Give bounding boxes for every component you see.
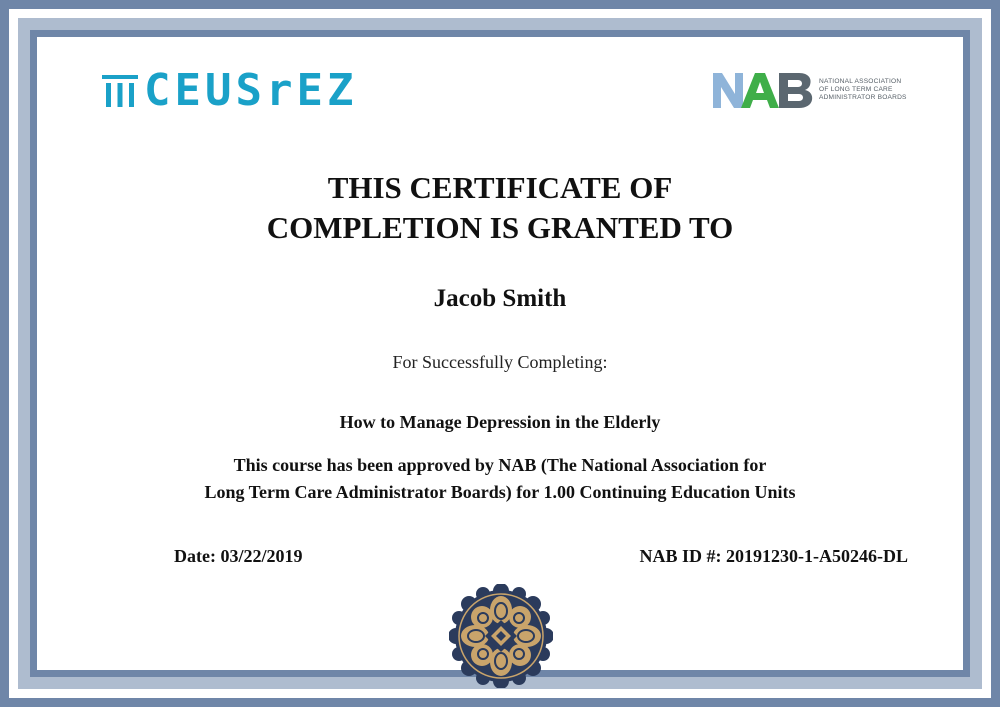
completion-caption: For Successfully Completing: (392, 352, 608, 372)
nab-logo (713, 70, 909, 110)
certificate-title (0, 168, 1000, 248)
nab-org-line: NATIONAL ASSOCIATION (819, 78, 902, 85)
approval-statement (0, 452, 1000, 506)
completion-date: Date: 03/22/2019 (174, 546, 303, 566)
certificate-seal (449, 584, 553, 688)
nab-org-line: ADMINISTRATOR BOARDS (819, 94, 907, 101)
approval-line: This course has been approved by NAB (The National Association for (233, 455, 767, 475)
title-line: COMPLETION IS GRANTED TO (266, 210, 734, 245)
course-title: How to Manage Depression in the Elderly (339, 412, 661, 432)
ceusrez-logo (100, 65, 358, 116)
nab-letters-icon (713, 70, 817, 110)
ceusrez-logo-text: CEUSrEZ (144, 65, 358, 116)
recipient-name: Jacob Smith (433, 285, 567, 312)
pillar-icon (100, 71, 140, 111)
nab-org-name (819, 78, 909, 102)
nab-id: NAB ID #: 20191230-1-A50246-DL (639, 546, 908, 566)
approval-line: Long Term Care Administrator Boards) for 1.00 Continuing Education Units (204, 482, 796, 502)
title-line: THIS CERTIFICATE OF (327, 170, 673, 205)
nab-org-line: OF LONG TERM CARE (819, 86, 893, 93)
ornamental-seal-icon (449, 584, 553, 688)
